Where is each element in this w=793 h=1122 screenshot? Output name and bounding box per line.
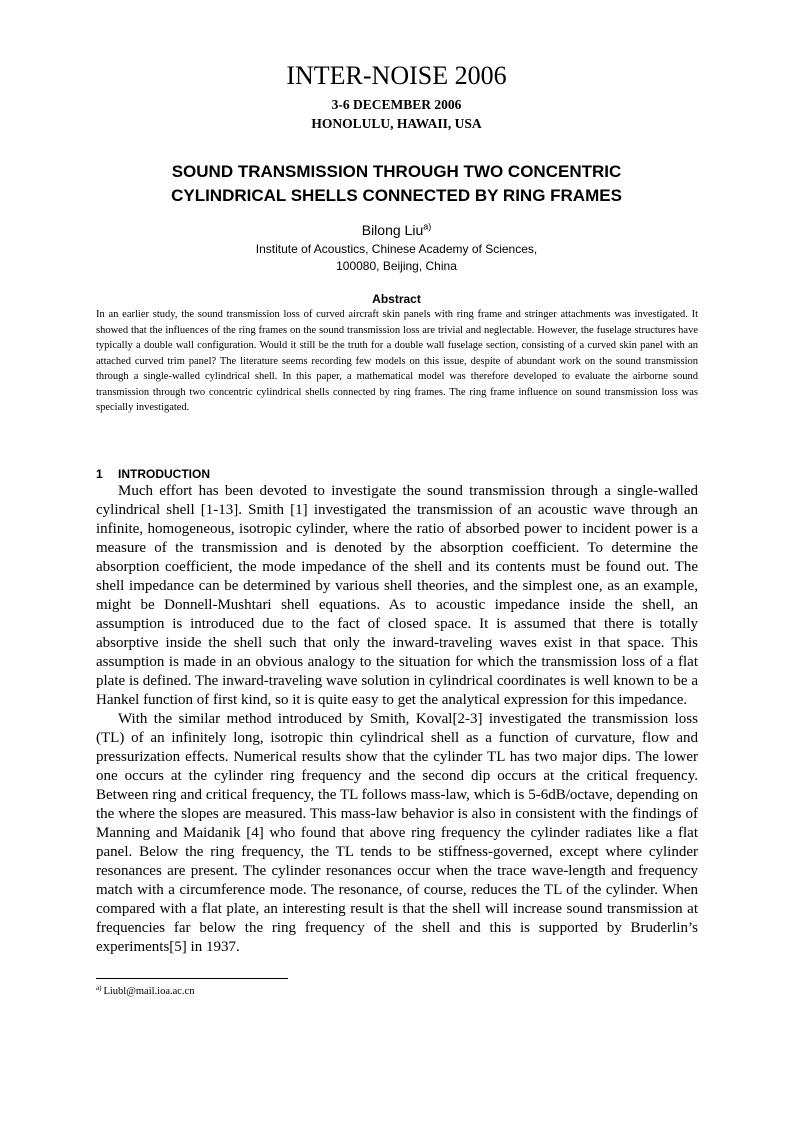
section-title: INTRODUCTION [118,467,210,481]
paper-title-line-2: CYLINDRICAL SHELLS CONNECTED BY RING FRAMES [171,186,622,205]
author-name: Bilong Liu [361,222,424,238]
author-line [0,221,793,239]
footnote [96,985,496,999]
body-paragraph-1: Much effort has been devoted to investigate the sound transmission through a single-walled cylindrical shell [1-13]. Smith [1] investigated the transmission of an acoustic wave through an infinite, homogeneous, isotropic cylinder, where the ratio of absorbed power to incident power is a measure of the transmission and is denoted by the absorption coefficient. To determine the absorption coefficient, the mode impedance of the shell and its contents must be found out. The shell impedance can be determined by various shell theories, and the simplest one, as an example, might be Donnell-Mushtari shell equations. As to acoustic impedance inside the shell, an assumption is introduced due to the fact of closed space. It is assumed that there is totally absorptive inside the shell such that only the inward-traveling waves exist in that space. This assumption is made in an obvious analogy to the situation for which the transmission loss of a flat plate is defined. The inward-traveling wave solution in cylindrical coordinates is well known to be a Hankel function of first kind, so it is quite easy to get the analytical expression for this impedance. [96,483,698,708]
paper-title-line-1: SOUND TRANSMISSION THROUGH TWO CONCENTRIC [171,162,622,181]
section-body [96,482,698,957]
conference-location: HONOLULU, HAWAII, USA [311,116,482,131]
footnote-divider [96,978,288,979]
footnote-email: Liubl@mail.ioa.ac.cn [103,986,195,997]
body-paragraph-2: With the similar method introduced by Smith, Koval[2-3] investigated the transmission loss (TL) of an infinitely long, isotropic thin cylindrical shell as a function of curvature, flow and pressurization effects. Numerical results show that the cylinder TL has two major dips. The lower one occurs at the cylinder ring frequency and the second dip occurs at the critical frequency. Between ring and critical frequency, the TL follows mass-law, which is 5-6dB/octave, depending on the where the slopes are measured. This mass-law behavior is also in consistent with the findings of Manning and Maidanik [4] who found that above ring frequency the cylinder radiates like a flat panel. Below the ring frequency, the TL tends to be stiffness-governed, except where cylinder resonances are present. The cylinder resonances occur when the trace wave-length and frequency match with a circumference mode. The resonance, of course, reduces the TL of the cylinder. When compared with a flat plate, an interesting result is that the shell will increase sound transmission at frequencies far below the ring frequency of the shell and this is supported by Bruderlin’s experiments[5] in 1937. [96,711,698,955]
affiliation [0,241,793,275]
abstract-heading: Abstract [372,292,421,306]
section-number: 1 [96,467,103,481]
author-footnote-mark: a) [423,221,432,232]
paper-title [0,160,793,208]
affiliation-line-2: 100080, Beijing, China [336,259,457,273]
conference-title: INTER-NOISE 2006 [286,61,507,90]
conference-dates: 3-6 DECEMBER 2006 [331,97,462,112]
footnote-mark: a) [96,983,102,992]
section-heading [96,467,698,482]
abstract-text: In an earlier study, the sound transmission loss of curved aircraft skin panels with ring frame and stringer attachments was investigated. It showed that the influences of the ring frames on the sound transmission loss are trivial and neglectable. However, the fuselage structures have typically a double wall configuration. Would it still be the truth for a double wall fuselage section, consisting of a curved skin panel with an attached curved trim panel? The literature seems recording few models on this issue, despite of abundant work on the sound transmission through a single-walled cylindrical shell. In this paper, a mathematical model was therefore developed to evaluate the airborne sound transmission through two concentric cylindrical shells connected by ring frames. The ring frame influence on sound transmission loss was specially investigated. [96,309,698,413]
affiliation-line-1: Institute of Acoustics, Chinese Academy of Sciences, [255,242,538,256]
